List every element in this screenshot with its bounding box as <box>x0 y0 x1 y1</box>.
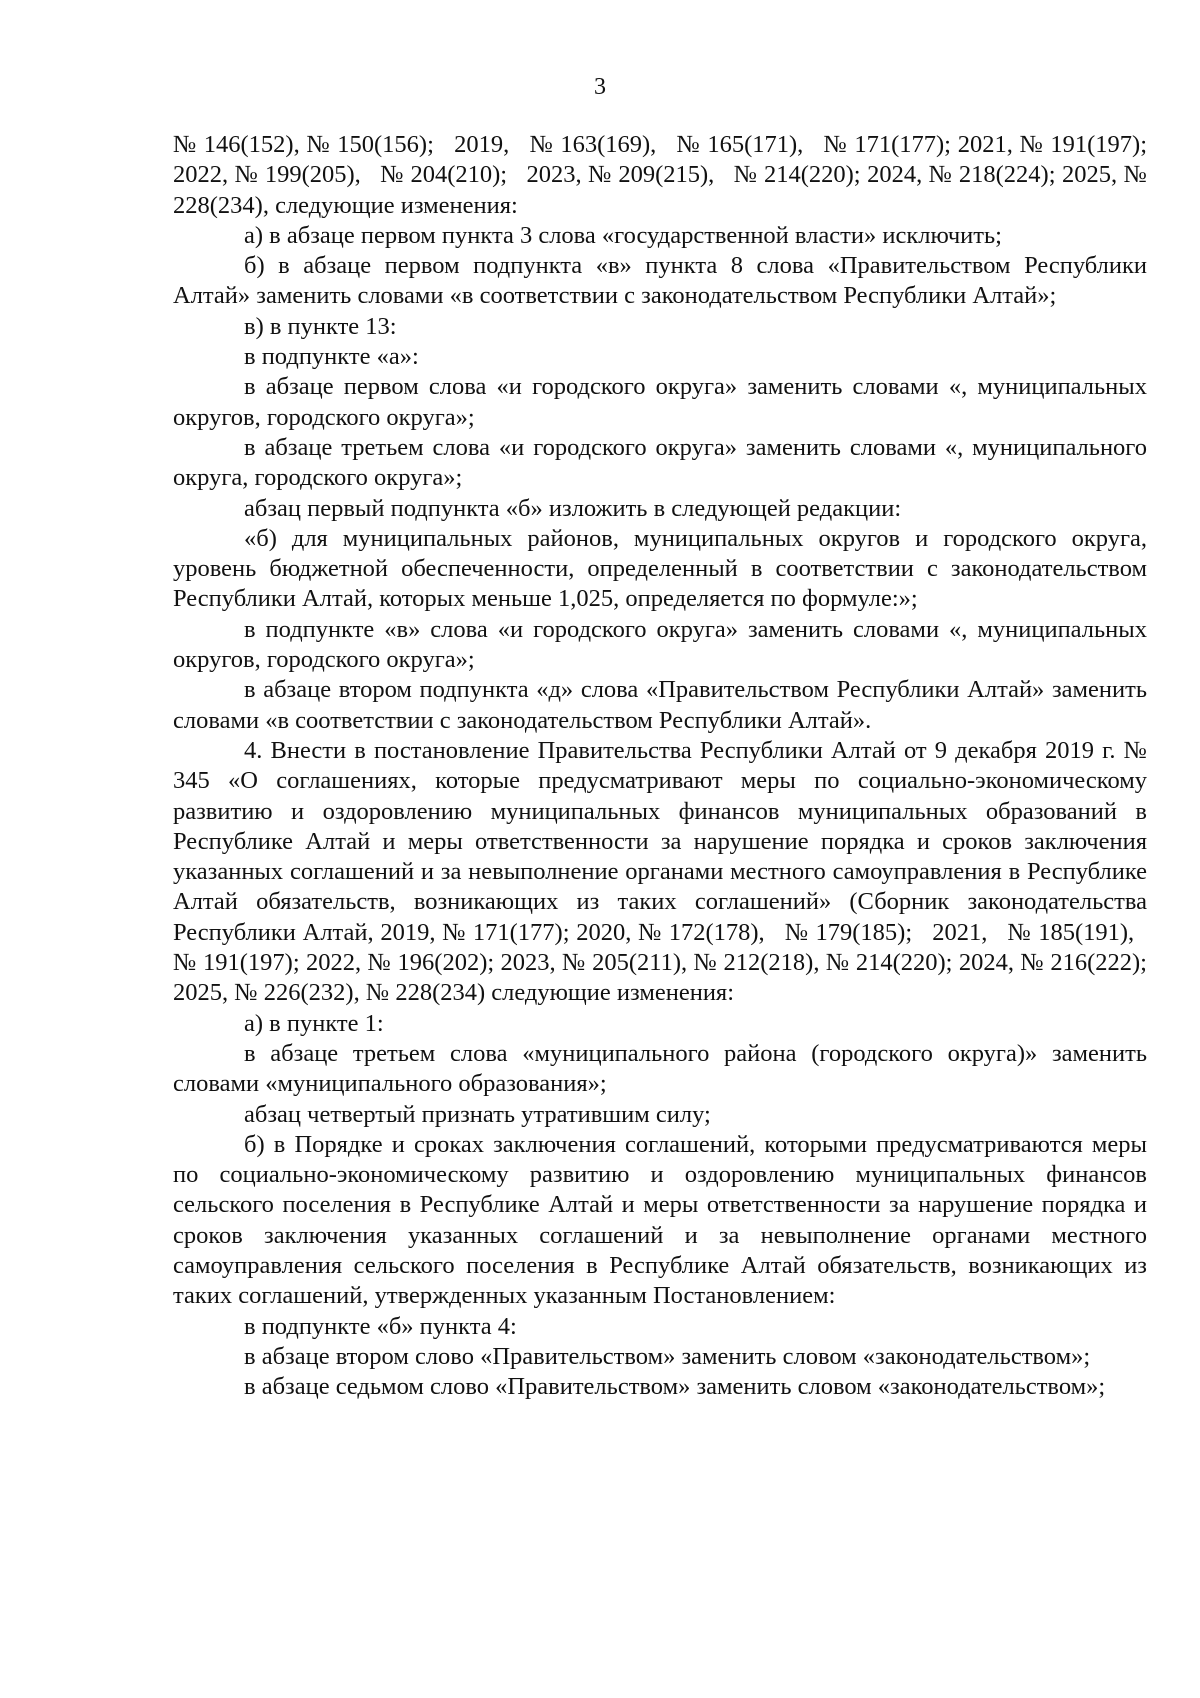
paragraph-item-a: а) в абзаце первом пункта 3 слова «государственной власти» исключить; <box>244 221 1002 249</box>
paragraph-s4-subitem-b: в подпункте «б» пункта 4: <box>244 1312 517 1340</box>
paragraph-subitem-b-intro: абзац первый подпункта «б» изложить в следующей редакции: <box>244 494 902 522</box>
paragraph-s4-amend-second: в абзаце втором слово «Правительством» заменить словом «законодательством»; <box>244 1342 1091 1370</box>
page-number: 3 <box>594 74 606 100</box>
paragraph-s4-amend-fourth: абзац четвертый признать утратившим силу; <box>244 1100 711 1128</box>
paragraph-s4-item-b: б) в Порядке и сроках заключения соглашений, которыми предусматриваются меры по социально-экономическому развитию и оздоровлению муниципальных финансов сельского поселения в Республике Алтай и меры ответственности за нарушение порядка и сроков заключения указанных соглашений и за невыполнение органами местного самоуправления сельского поселения в Республике Алтай обязательств, возникающих из таких соглашений, утвержденных указанным Постановлением: <box>173 1130 1147 1310</box>
paragraph-item-v: в) в пункте 13: <box>244 312 397 340</box>
paragraph-section-4: 4. Внести в постановление Правительства Республики Алтай от 9 декабря 2019 г. № 345 «О соглашениях, которые предусматривают меры по социально-экономическому развитию и оздоровлению муниципальных финансов муниципальных образований в Республике Алтай и меры ответственности за нарушение порядка и сроков заключения указанных соглашений и за невыполнение органами местного самоуправления в Республике Алтай обязательств, возникающих из таких соглашений» (Сборник законодательства Республики Алтай, 2019, № 171(177); 2020, № 172(178), № 179(185); 2021, № 185(191), № 191(197); 2022, № 196(202); 2023, № 205(211), № 212(218), № 214(220); 2024, № 216(222); 2025, № 226(232), № 228(234) следующие изменения: <box>173 736 1147 1007</box>
paragraph-amend-third: в абзаце третьем слова «и городского округа» заменить словами «, муниципального округа, городского округа»; <box>173 433 1147 492</box>
paragraph-subitem-a: в подпункте «а»: <box>244 343 419 371</box>
paragraph-s4-amend-third: в абзаце третьем слова «муниципального района (городского округа)» заменить словами «муниципального образования»; <box>173 1039 1147 1098</box>
paragraph-subitem-v: в подпункте «в» слова «и городского округа» заменить словами «, муниципальных округов, городского округа»; <box>173 615 1147 674</box>
document-body <box>173 130 1147 1402</box>
paragraph-subitem-d: в абзаце втором подпункта «д» слова «Правительством Республики Алтай» заменить словами «в соответствии с законодательством Республики Алтай». <box>173 676 1147 734</box>
paragraph-subitem-b-text: «б) для муниципальных районов, муниципальных округов и городского округа, уровень бюджетной обеспеченности, определенный в соответствии с законодательством Республики Алтай, которых меньше 1,025, определяется по формуле:»; <box>173 524 1147 613</box>
paragraph-s4-item-a: а) в пункте 1: <box>244 1009 384 1037</box>
paragraph-amend-first: в абзаце первом слова «и городского округа» заменить словами «, муниципальных округов, городского округа»; <box>173 373 1147 431</box>
paragraph-citation-continuation: № 146(152), № 150(156); 2019, № 163(169), № 165(171), № 171(177); 2021, № 191(197); 2022, № 199(205), № 204(210); 2023, № 209(215), № 214(220); 2024, № 218(224); 2025, № 228(234), следующие изменения: <box>173 131 1147 219</box>
paragraph-s4-amend-seventh: в абзаце седьмом слово «Правительством» заменить словом «законодательством»; <box>244 1373 1106 1401</box>
paragraph-item-b: б) в абзаце первом подпункта «в» пункта 8 слова «Правительством Республики Алтай» заменить словами «в соответствии с законодательством Республики Алтай»; <box>173 252 1147 310</box>
